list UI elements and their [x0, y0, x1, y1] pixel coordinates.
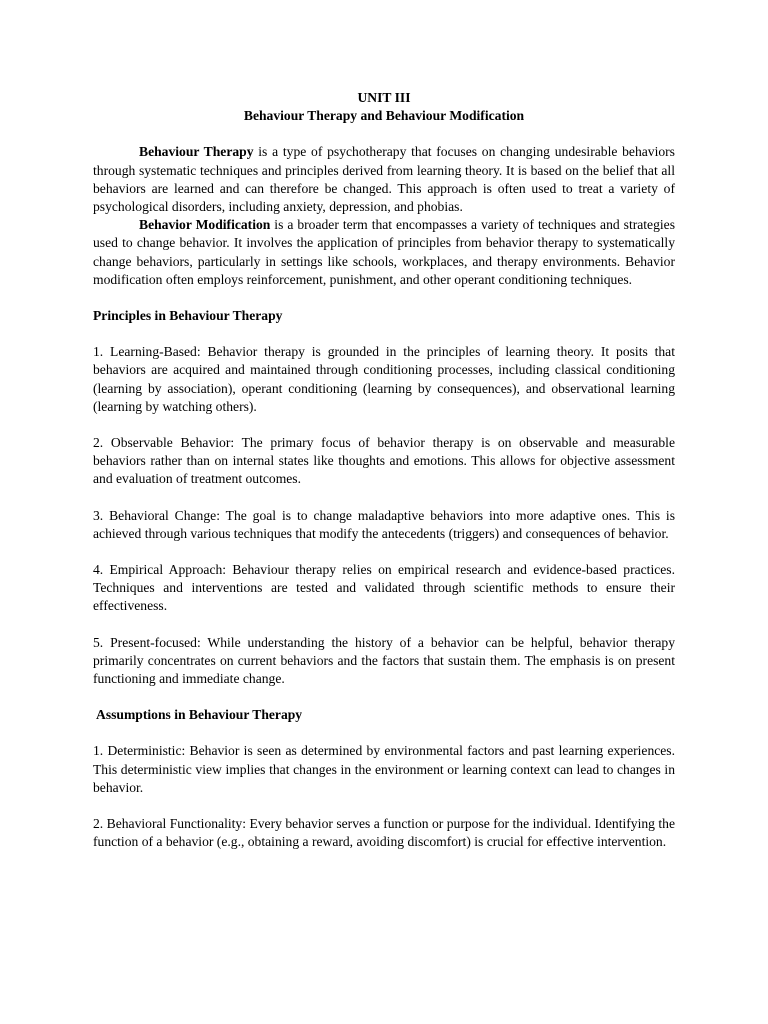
- principles-heading: Principles in Behaviour Therapy: [93, 308, 283, 324]
- unit-label: UNIT III: [357, 90, 411, 105]
- principle-item: 5. Present-focused: While understanding the history of a behavior can be helpful, behavior therapy primarily concentrates on current behaviors and the factors that sustain them. The emphasis is on present functioning and immediate change.: [93, 634, 675, 687]
- term-behavior-modification: Behavior Modification: [139, 217, 271, 233]
- principle-item: 1. Learning-Based: Behavior therapy is grounded in the principles of learning theory. It posits that behaviors are acquired and maintained through conditioning processes, including classical conditioning (learning by association), operant conditioning (learning by consequences), and observational learning (learning by watching others).: [93, 344, 675, 414]
- behaviour-therapy-definition: is a type of psychotherapy that focuses on changing undesirable behaviors through systematic techniques and principles derived from learning theory. It is based on the belief that all behaviors are learned and can therefore be changed. This approach is often used to treat a variety of psychological disorders, including anxiety, depression, and phobias.: [93, 144, 675, 215]
- behavior-modification-definition: is a broader term that encompasses a variety of techniques and strategies used to change behavior. It involves the application of principles from behavior therapy to systematically change behaviors, particularly in settings like schools, workplaces, and therapy environments. Behavior modification often employs reinforcement, punishment, and other operant conditioning techniques.: [93, 217, 675, 287]
- principle-item: 2. Observable Behavior: The primary focus of behavior therapy is on observable and measurable behaviors rather than on internal states like thoughts and emotions. This allows for objective assessment and evaluation of treatment outcomes.: [93, 435, 675, 487]
- assumption-item: 1. Deterministic: Behavior is seen as determined by environmental factors and past learning experiences. This deterministic view implies that changes in the environment or learning context can lead to changes in behavior.: [93, 743, 675, 795]
- term-behaviour-therapy: Behaviour Therapy: [139, 144, 254, 160]
- document-title: Behaviour Therapy and Behaviour Modification: [243, 108, 525, 124]
- intro-paragraph-behaviour-therapy: [93, 143, 675, 216]
- assumptions-heading: Assumptions in Behaviour Therapy: [96, 707, 303, 723]
- principle-item: 3. Behavioral Change: The goal is to change maladaptive behaviors into more adaptive ones. This is achieved through various techniques that modify the antecedents (triggers) and consequences of behavior.: [93, 507, 675, 541]
- document-page: [93, 89, 675, 852]
- principle-item: 4. Empirical Approach: Behaviour therapy relies on empirical research and evidence-based practices. Techniques and interventions are tested and validated through scientific methods to ensure their effectiveness.: [93, 562, 675, 614]
- assumption-item: 2. Behavioral Functionality: Every behavior serves a function or purpose for the individual. Identifying the function of a behavior (e.g., obtaining a reward, avoiding discomfort) is crucial for effective intervention.: [93, 816, 675, 850]
- intro-paragraph-behavior-modification: [93, 216, 675, 289]
